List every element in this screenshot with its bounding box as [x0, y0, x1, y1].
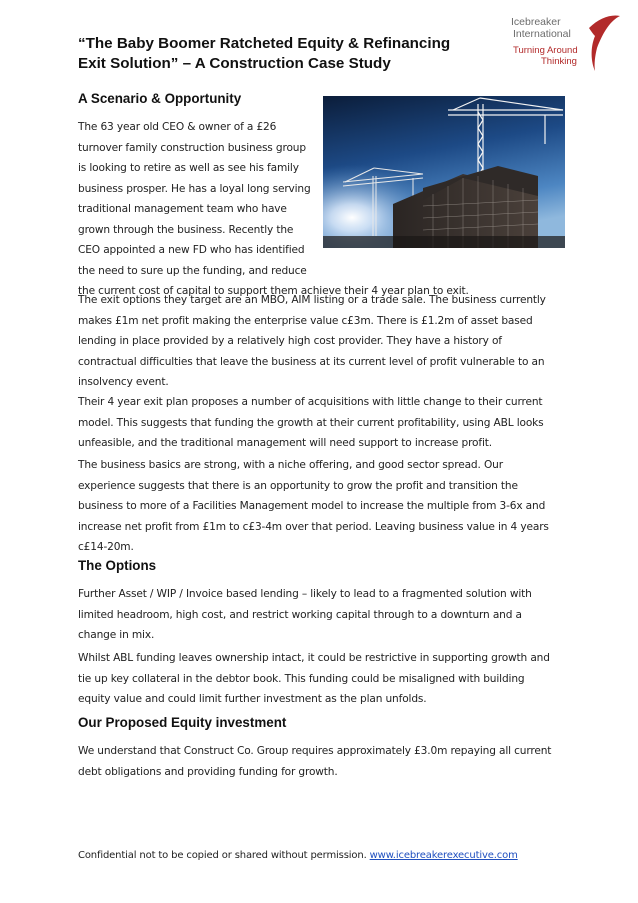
text-line: limited headroom, high cost, and restrict working capital through to a downturn and a [78, 608, 522, 621]
text-line: makes £1m net profit making the enterprise value c£3m. There is £1.2m of asset based [78, 314, 533, 327]
section-heading-options: The Options [78, 558, 157, 573]
text-line: debt obligations and providing funding for growth. [78, 765, 338, 778]
icebreaker-logo [505, 14, 620, 74]
options-paragraph-1 [78, 584, 566, 646]
swoosh-icon [587, 14, 621, 72]
text-line: Further Asset / WIP / Invoice based lending – likely to lead to a fragmented solution with [78, 588, 532, 600]
text-line: tie up key collateral in the debtor book. This funding could be misaligned with building [78, 672, 525, 685]
options-paragraph-2 [78, 648, 566, 710]
logo-name-line-1: Icebreaker [511, 16, 561, 28]
scenario-paragraph-3 [78, 392, 566, 454]
text-line: unfeasible, and the traditional management will need support to increase profit. [78, 437, 492, 449]
text-line: lending in place provided by a relatively high cost provider. They have a history of [78, 335, 502, 347]
text-line: business prosper. He has a loyal long serving [78, 182, 311, 195]
scenario-paragraph-4 [78, 455, 566, 558]
text-line: the current cost of capital to support them achieve their 4 year plan to exit. [78, 285, 469, 297]
text-line: Their 4 year exit plan proposes a number of acquisitions with little change to their current [78, 396, 543, 408]
text-line: traditional management team who have [78, 203, 287, 215]
text-line: is looking to retire as well as see his family [78, 162, 299, 174]
text-line: Whilst ABL funding leaves ownership intact, it could be restrictive in supporting growth and [78, 652, 550, 664]
scenario-paragraph-2 [78, 290, 566, 393]
footer [78, 850, 518, 861]
scenario-paragraph-1 [78, 117, 566, 302]
logo-tagline-line-1: Turning Around [513, 45, 578, 56]
footer-confidential-text: Confidential not to be copied or shared without permission. [78, 850, 370, 861]
text-line: insolvency event. [78, 376, 169, 388]
text-line: grown through the business. Recently the [78, 223, 294, 236]
document-title [78, 34, 498, 74]
text-line: contractual difficulties that leave the business at its current level of profit vulnerable to an [78, 355, 545, 368]
text-line: the need to sure up the funding, and reduce [78, 264, 307, 277]
text-line: equity value and could limit further investment as the plan unfolds. [78, 693, 427, 705]
text-line: business to more of a Facilities Management model to increase the multiple from 3-6x and [78, 500, 546, 512]
logo-name-line-2: International [513, 28, 571, 40]
section-heading-equity: Our Proposed Equity investment [78, 715, 287, 730]
equity-paragraph-1 [78, 741, 566, 782]
text-line: CEO appointed a new FD who has identified [78, 244, 305, 256]
title-line-2: Exit Solution” – A Construction Case Study [78, 55, 391, 72]
text-line: The 63 year old CEO & owner of a £26 [78, 121, 277, 133]
logo-tagline-line-2: Thinking [541, 56, 577, 67]
section-heading-scenario: A Scenario & Opportunity [78, 91, 242, 106]
text-line: change in mix. [78, 629, 155, 641]
text-line: model. This suggests that funding the growth at their current profitability, using ABL looks [78, 416, 544, 429]
text-line: The exit options they target are an MBO, AIM listing or a trade sale. The business currently [78, 294, 546, 306]
text-line: experience suggests that there is an opportunity to grow the profit and transition the [78, 479, 518, 492]
text-line: The business basics are strong, with a niche offering, and good sector spread. Our [78, 459, 503, 471]
text-line: turnover family construction business group [78, 141, 306, 154]
text-line: increase net profit from £1m to c£3-4m over that period. Leaving business value in 4 years [78, 520, 549, 533]
text-line: c£14-20m. [78, 541, 134, 553]
title-line-1: “The Baby Boomer Ratcheted Equity & Refinancing [78, 35, 451, 52]
footer-website-link[interactable]: www.icebreakerexecutive.com [369, 850, 518, 861]
text-line: We understand that Construct Co. Group requires approximately £3.0m repaying all current [78, 745, 552, 757]
